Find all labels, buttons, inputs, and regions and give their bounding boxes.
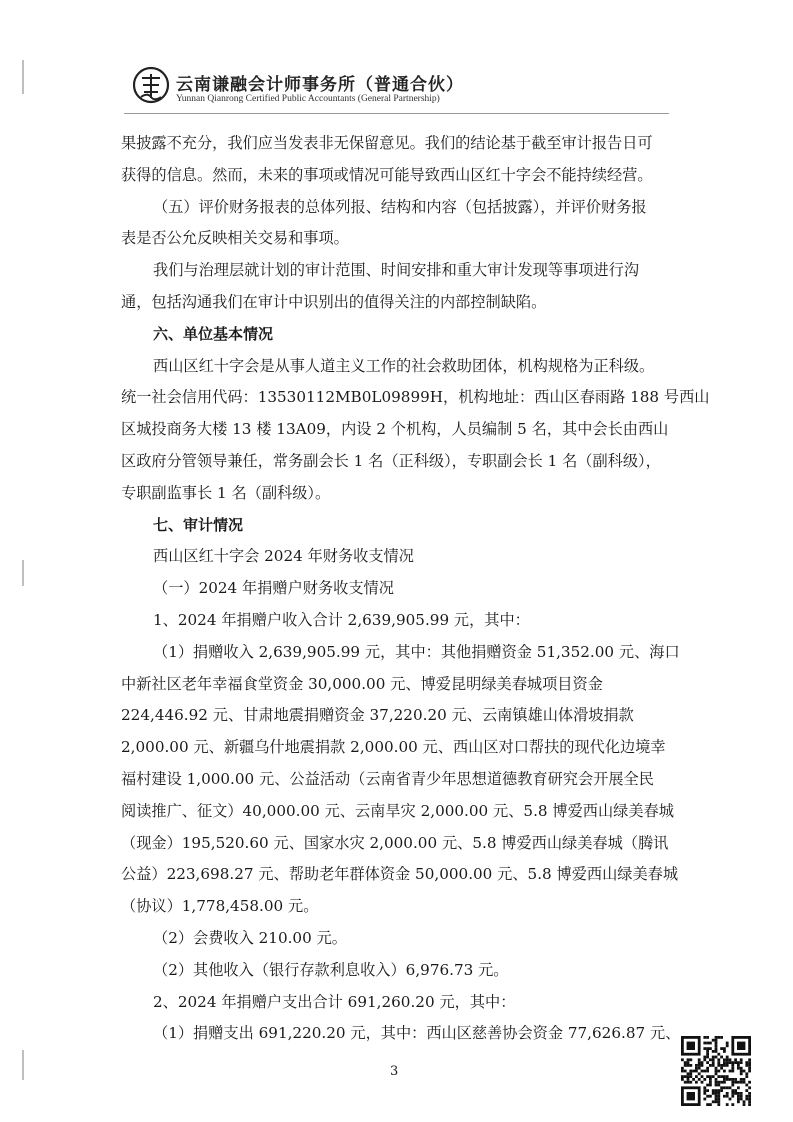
- body-line: 西山区红十字会是从事人道主义工作的社会救助团体，机构规格为正科级。: [153, 356, 655, 375]
- body-line: 中新社区老年幸福食堂资金 30,000.00 元、博爱昆明绿美春城项目资金: [121, 674, 603, 693]
- body-line: （一）2024 年捐赠户财务收支情况: [153, 579, 394, 598]
- body-line: 果披露不充分，我们应当发表非无保留意见。我们的结论基于截至审计报告日可: [121, 134, 653, 152]
- section-heading: 六、单位基本情况: [153, 324, 274, 343]
- body-line: 1、2024 年捐赠户收入合计 2,639,905.99 元，其中：: [153, 610, 530, 629]
- firm-logo-icon: [132, 66, 170, 104]
- body-line: 区城投商务大楼 13 楼 13A09，内设 2 个机构，人员编制 5 名，其中会长由西山: [121, 420, 669, 439]
- body-line: （2）其他收入（银行存款利息收入）6,976.73 元。: [153, 960, 509, 979]
- body-line: （2）会费收入 210.00 元。: [153, 928, 347, 947]
- body-line: 2,000.00 元、新疆乌什地震捐款 2,000.00 元、西山区对口帮扶的现代化边境幸: [121, 738, 666, 757]
- body-line: 福村建设 1,000.00 元、公益活动（云南省青少年思想道德教育研究会开展全民: [121, 769, 654, 788]
- header-divider: [124, 113, 669, 114]
- document-body: [121, 128, 710, 1050]
- firm-name-english: Yunnan Qianrong Certified Public Accountants (General Partnership): [176, 94, 440, 104]
- body-line: 统一社会信用代码：13530112MB0L09899H，机构地址：西山区春雨路 188 号西山: [121, 388, 710, 407]
- body-line: 区政府分管领导兼任，常务副会长 1 名（正科级），专职副会长 1 名（副科级），: [121, 451, 661, 470]
- scan-edge-mark: [22, 560, 24, 586]
- firm-name-chinese: 云南谦融会计师事务所（普通合伙）: [176, 75, 464, 95]
- body-line: （协议）1,778,458.00 元。: [121, 897, 319, 916]
- section-heading: 七、审计情况: [153, 515, 244, 534]
- body-line: （1）捐赠收入 2,639,905.99 元，其中：其他捐赠资金 51,352.00 元、海口: [153, 642, 680, 661]
- body-line: 阅读推广、征文）40,000.00 元、云南旱灾 2,000.00 元、5.8 博爱西山绿美春城: [121, 801, 674, 820]
- body-line: 公益）223,698.27 元、帮助老年群体资金 50,000.00 元、5.8 博爱西山绿美春城: [121, 865, 679, 884]
- body-line: （五）评价财务报表的总体列报、结构和内容（包括披露），并评价财务报: [153, 197, 647, 216]
- body-line: 西山区红十字会 2024 年财务收支情况: [153, 547, 414, 566]
- qr-code-icon: [681, 1036, 751, 1106]
- body-line: 获得的信息。然而，未来的事项或情况可能导致西山区红十字会不能持续经营。: [121, 165, 653, 184]
- scan-edge-mark: [22, 60, 24, 94]
- body-line: 2、2024 年捐赠户支出合计 691,260.20 元，其中：: [153, 992, 516, 1011]
- body-line: （现金）195,520.60 元、国家水灾 2,000.00 元、5.8 博爱西山绿美春城（腾讯: [121, 833, 669, 852]
- scan-edge-mark: [22, 1050, 24, 1080]
- body-line: 通，包括沟通我们在审计中识别出的值得关注的内部控制缺陷。: [121, 292, 547, 311]
- body-line: 我们与治理层就计划的审计范围、时间安排和重大审计发现等事项进行沟: [153, 261, 639, 280]
- body-line: 专职副监事长 1 名（副科级）。: [121, 483, 331, 502]
- page-number: 3: [390, 1064, 399, 1079]
- body-line: （1）捐赠支出 691,220.20 元，其中：西山区慈善协会资金 77,626.87 元、: [153, 1024, 681, 1043]
- body-line: 224,446.92 元、甘肃地震捐赠资金 37,220.20 元、云南镇雄山体滑坡捐款: [121, 706, 634, 725]
- body-line: 表是否公允反映相关交易和事项。: [121, 229, 349, 248]
